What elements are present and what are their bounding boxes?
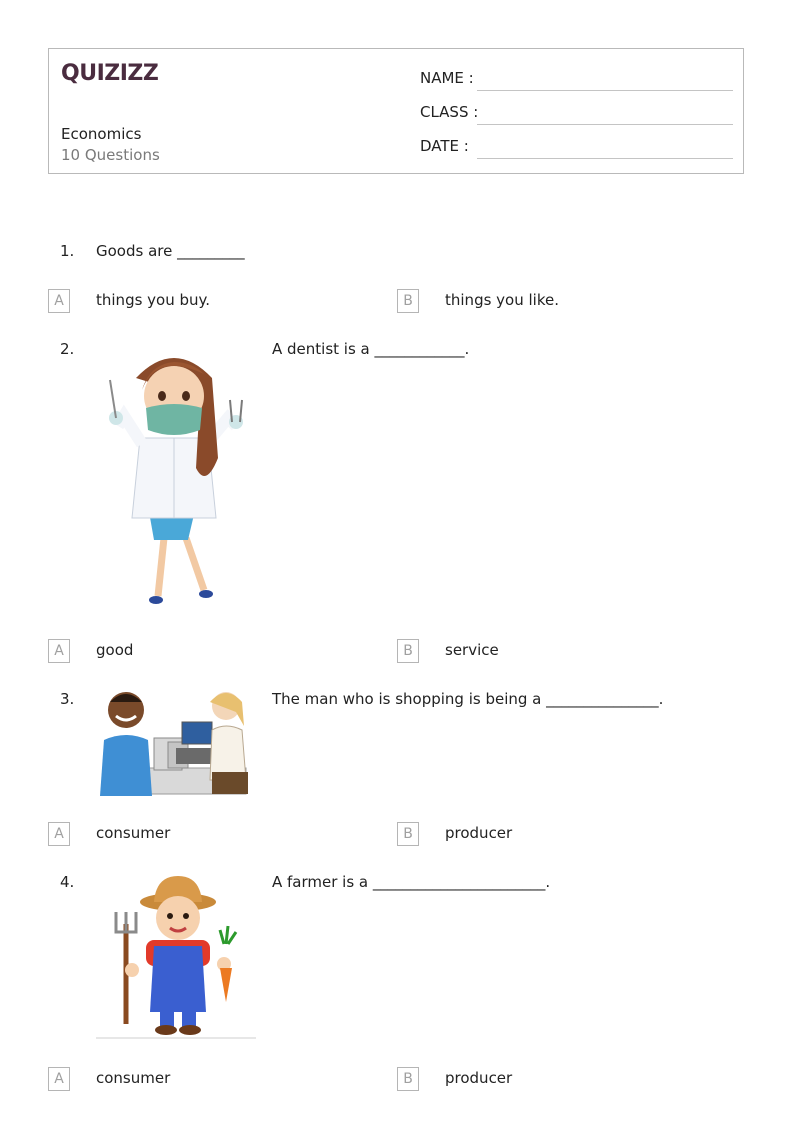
date-field[interactable] (420, 137, 733, 159)
question-3-text: The man who is shopping is being a _______________. (272, 690, 664, 708)
q2-option-a-box[interactable]: A (48, 639, 70, 663)
q4-option-b-box[interactable]: B (397, 1067, 419, 1091)
dentist-illustration (96, 338, 256, 610)
class-line[interactable] (477, 124, 733, 125)
logo-text: QUIZIZZ (61, 61, 159, 86)
question-1-text: Goods are _________ (96, 242, 245, 260)
quizizz-logo (61, 59, 159, 89)
q3-option-b-box[interactable]: B (397, 822, 419, 846)
q3-option-a-box[interactable]: A (48, 822, 70, 846)
q4-option-a-box[interactable]: A (48, 1067, 70, 1091)
farmer-illustration (96, 872, 256, 1042)
q4-option-a-text: consumer (96, 1069, 171, 1087)
question-2-number: 2. (60, 340, 75, 358)
question-4-text: A farmer is a _______________________. (272, 873, 551, 891)
question-1-number: 1. (60, 242, 75, 260)
q3-option-a-text: consumer (96, 824, 171, 842)
q1-option-b-text: things you like. (445, 291, 559, 309)
date-label: DATE : (420, 137, 469, 155)
q1-option-b-box[interactable]: B (397, 289, 419, 313)
name-line[interactable] (477, 90, 733, 91)
class-field[interactable] (420, 103, 733, 125)
worksheet-header (48, 48, 744, 174)
question-3-number: 3. (60, 690, 75, 708)
question-count: 10 Questions (61, 146, 160, 164)
q3-option-b-text: producer (445, 824, 513, 842)
class-label: CLASS : (420, 103, 479, 121)
q2-option-b-text: service (445, 641, 499, 659)
name-label: NAME : (420, 69, 474, 87)
shopping-counter-illustration (96, 686, 256, 796)
date-line[interactable] (477, 158, 733, 159)
q2-option-b-box[interactable]: B (397, 639, 419, 663)
q1-option-a-text: things you buy. (96, 291, 211, 309)
worksheet-title: Economics (61, 125, 142, 143)
q4-option-b-text: producer (445, 1069, 513, 1087)
q1-option-a-box[interactable]: A (48, 289, 70, 313)
question-4-number: 4. (60, 873, 75, 891)
name-field[interactable] (420, 69, 733, 91)
q2-option-a-text: good (96, 641, 134, 659)
question-2-text: A dentist is a ____________. (272, 340, 470, 358)
